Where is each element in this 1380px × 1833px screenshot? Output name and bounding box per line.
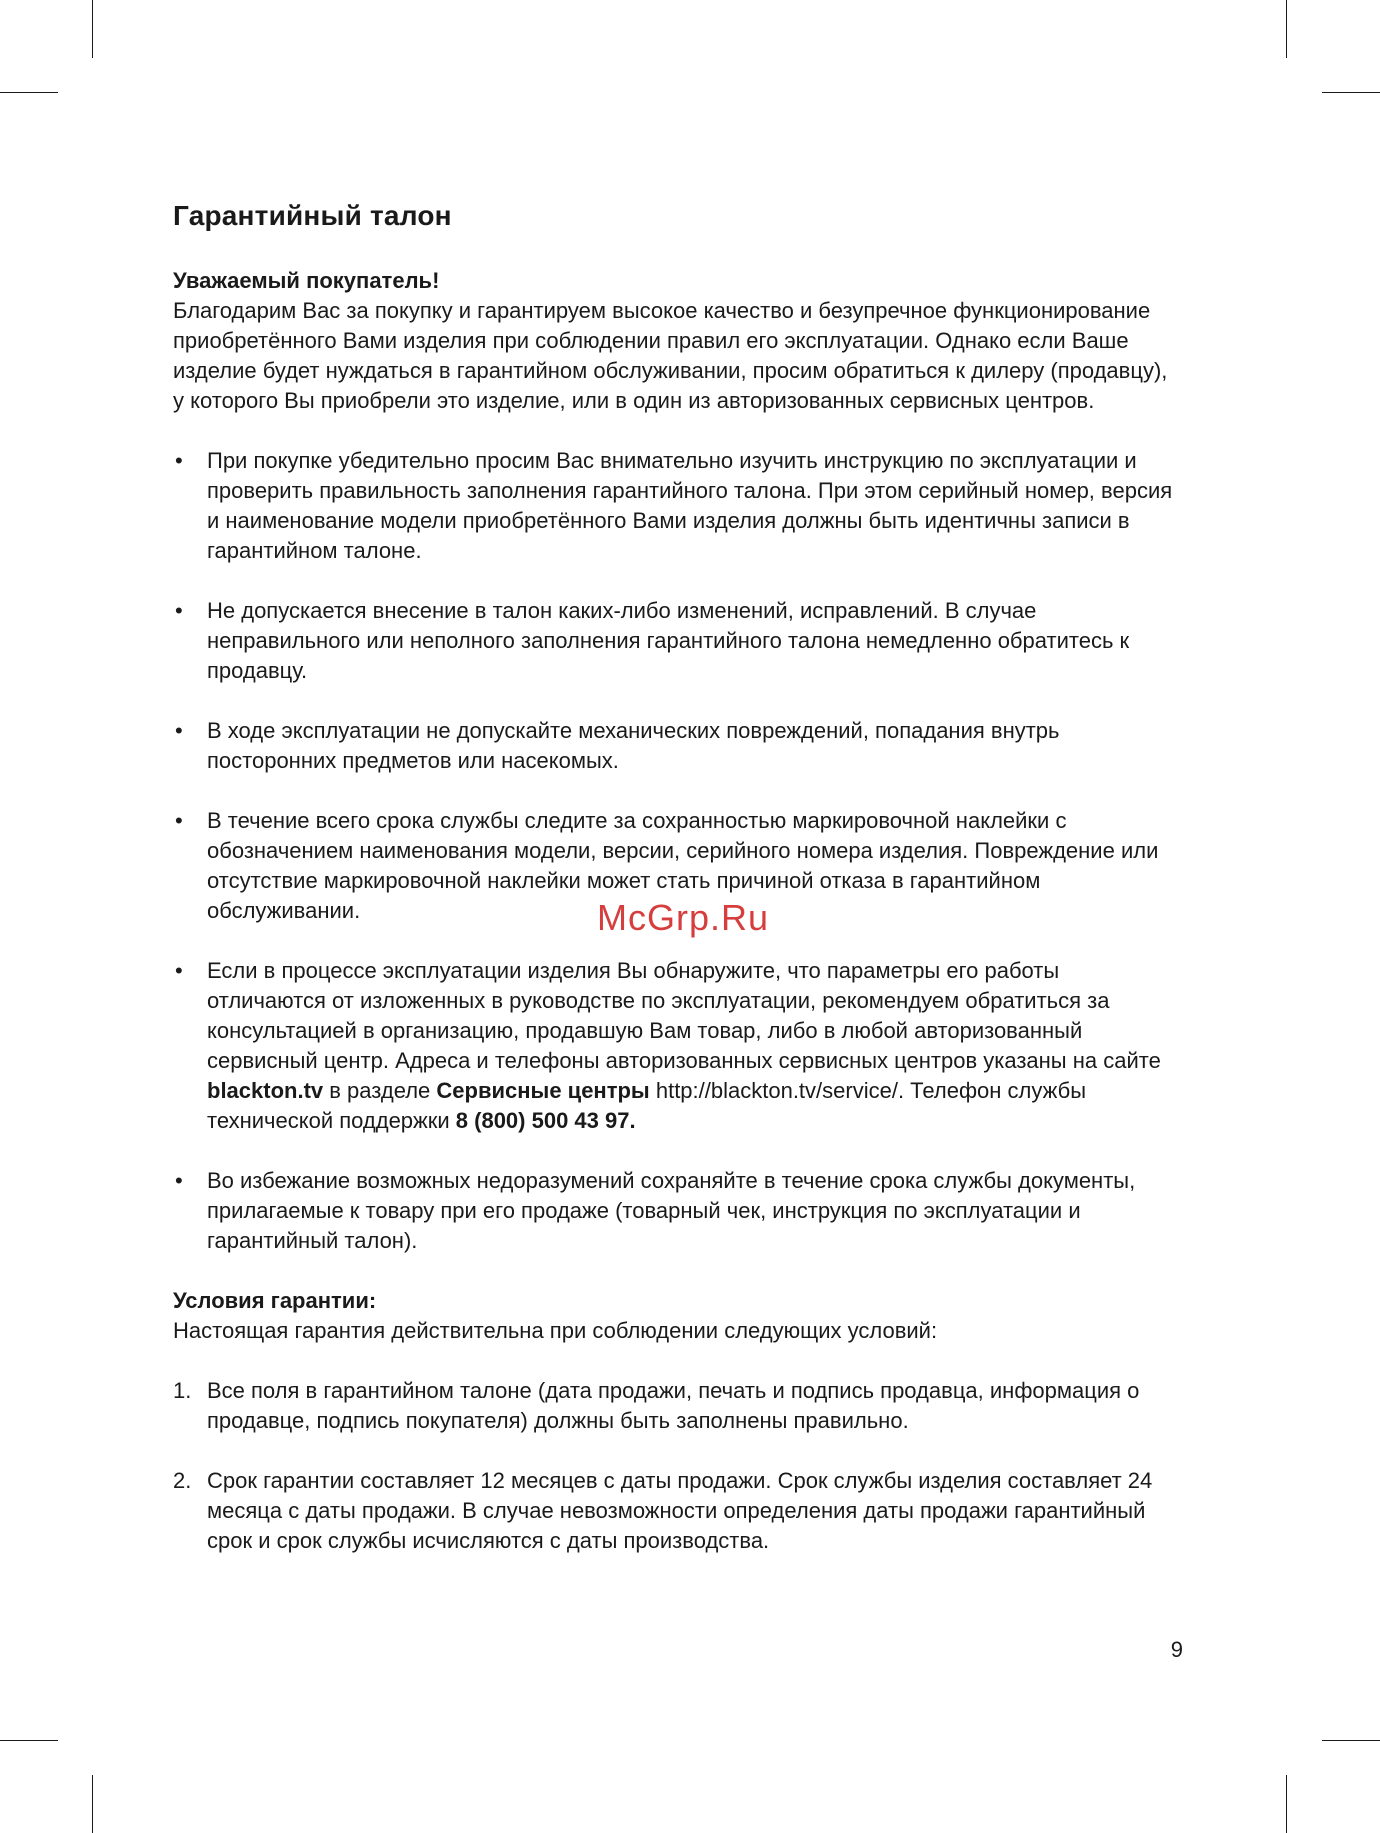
crop-mark xyxy=(0,92,58,93)
list-item xyxy=(173,716,1183,776)
bullet-marker: • xyxy=(175,718,183,743)
watermark: McGrp.Ru xyxy=(597,897,770,938)
greeting: Уважаемый покупатель! xyxy=(173,268,440,293)
condition-text: Все поля в гарантийном талоне (дата продажи, печать и подпись продавца, информация о продавце, подпись покупателя) должны быть заполнены правильно. xyxy=(207,1378,1140,1433)
crop-mark xyxy=(1286,1775,1287,1833)
crop-mark xyxy=(92,0,93,58)
page-number: 9 xyxy=(1170,1637,1183,1662)
bullet-marker: • xyxy=(175,598,183,623)
condition-item xyxy=(173,1376,1183,1436)
condition-item xyxy=(173,1466,1183,1556)
crop-mark xyxy=(1322,92,1380,93)
crop-mark xyxy=(0,1740,58,1741)
support-phone: 8 (800) 500 43 97. xyxy=(455,1108,636,1133)
conditions-intro: Настоящая гарантия действительна при соблюдении следующих условий: xyxy=(173,1318,938,1343)
bullet-text xyxy=(207,956,1183,1136)
bullet-text-part: Если в процессе эксплуатации изделия Вы обнаружите, что параметры его работы отличаются от изложенных в руководстве по эксплуатации, рекомендуем обратиться за консультацией в организацию, продавшую Вам товар, либо в любой авторизованный сервисный центр. Адреса и телефоны авторизованных сервисных центров указаны на сайте xyxy=(207,958,1161,1073)
bullet-marker: • xyxy=(175,1168,183,1193)
condition-number: 1. xyxy=(173,1378,192,1403)
site-link[interactable]: blackton.tv xyxy=(207,1078,324,1103)
condition-text: Срок гарантии составляет 12 месяцев с даты продажи. Срок службы изделия составляет 24 месяца с даты продажи. В случае невозможности определения даты продажи гарантийный срок и срок службы исчисляются с даты производства. xyxy=(207,1468,1153,1553)
crop-mark xyxy=(1322,1740,1380,1741)
list-item xyxy=(173,446,1183,566)
bullet-text-part: в разделе xyxy=(323,1078,437,1103)
list-item xyxy=(173,1166,1183,1256)
service-section-name: Сервисные центры xyxy=(436,1078,650,1103)
service-url[interactable]: http://blackton.tv/service/. Телефон службы технической поддержки xyxy=(207,1078,1087,1133)
conditions-heading: Условия гарантии: xyxy=(173,1288,377,1313)
bullet-marker: • xyxy=(175,808,183,833)
bullet-marker: • xyxy=(175,448,183,473)
condition-number: 2. xyxy=(173,1468,192,1493)
list-item xyxy=(173,596,1183,686)
bullet-text: В течение всего срока службы следите за сохранностью маркировочной наклейки с обозначением наименования модели, версии, серийного номера изделия. Повреждение или отсутствие маркировочной наклейки может стать причиной отказа в гарантийном обслуживании. xyxy=(207,808,1159,923)
crop-mark xyxy=(1286,0,1287,58)
crop-mark xyxy=(92,1775,93,1833)
bullet-marker: • xyxy=(175,958,183,983)
bullet-text: Не допускается внесение в талон каких-либо изменений, исправлений. В случае неправильного или неполного заполнения гарантийного талона немедленно обратитесь к продавцу. xyxy=(207,598,1130,683)
bullet-text: В ходе эксплуатации не допускайте механических повреждений, попадания внутрь посторонних предметов или насекомых. xyxy=(207,718,1060,773)
list-item xyxy=(173,956,1183,1136)
intro-paragraph: Благодарим Вас за покупку и гарантируем высокое качество и безупречное функционирование приобретённого Вами изделия при соблюдении правил его эксплуатации. Однако если Ваше изделие будет нуждаться в гарантийном обслуживании, просим обратиться к дилеру (продавцу), у которого Вы приобрели это изделие, или в один из авторизованных сервисных центров. xyxy=(173,298,1168,413)
bullet-text: При покупке убедительно просим Вас внимательно изучить инструкцию по эксплуатации и проверить правильность заполнения гарантийного талона. При этом серийный номер, версия и наименование модели приобретённого Вами изделия должны быть идентичны записи в гарантийном талоне. xyxy=(207,448,1173,563)
page-title: Гарантийный талон xyxy=(173,200,452,231)
bullet-text: Во избежание возможных недоразумений сохраняйте в течение срока службы документы, прилагаемые к товару при его продаже (товарный чек, инструкция по эксплуатации и гарантийный талон). xyxy=(207,1168,1136,1253)
